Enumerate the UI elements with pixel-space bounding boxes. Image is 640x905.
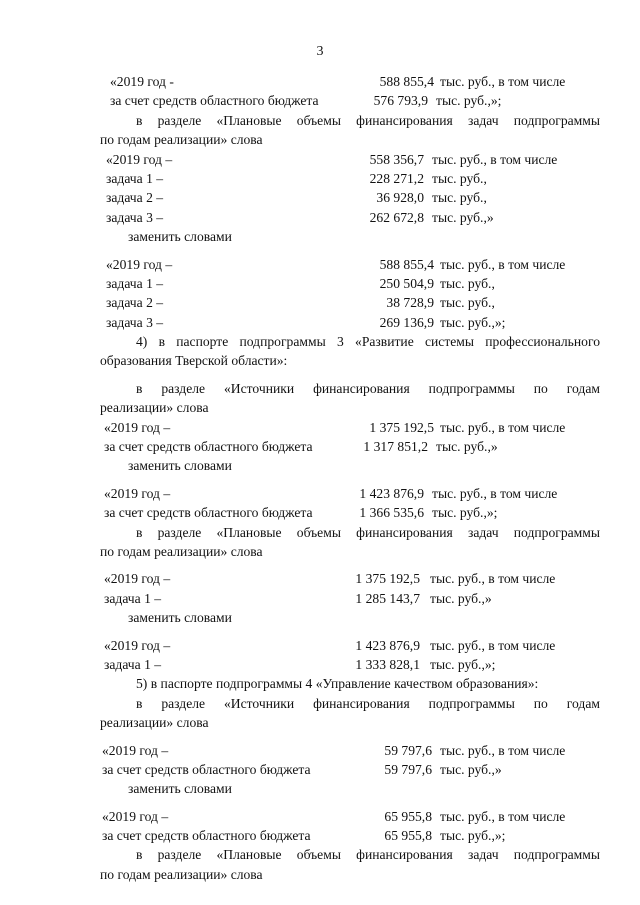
row-unit: тыс. руб.,»; bbox=[440, 314, 506, 330]
row-unit: тыс. руб., bbox=[440, 295, 495, 311]
row-unit: тыс. руб.,»; bbox=[430, 656, 496, 672]
paragraph-line: в разделе «Плановые объемы финансирования задач подпрограммы bbox=[136, 847, 600, 863]
paragraph-line: по годам реализации» слова bbox=[100, 132, 263, 148]
amount-row bbox=[100, 484, 600, 503]
row-label: задача 1 – bbox=[104, 656, 162, 672]
row-label: задача 3 – bbox=[106, 314, 164, 330]
row-amount: 1 375 192,5 bbox=[369, 419, 434, 435]
page-number: 3 bbox=[316, 44, 324, 59]
paragraph-line: в разделе «Источники финансирования подпрограммы по годам bbox=[136, 380, 600, 396]
paragraph-line: в разделе «Плановые объемы финансирования задач подпрограммы bbox=[136, 524, 600, 540]
amount-row bbox=[100, 569, 600, 588]
amount-row bbox=[100, 91, 600, 110]
row-unit: тыс. руб., bbox=[432, 170, 487, 186]
row-unit: тыс. руб.,»; bbox=[436, 93, 502, 109]
row-label: «2019 год – bbox=[106, 256, 173, 272]
row-label: задача 3 – bbox=[106, 209, 164, 225]
row-label: «2019 год - bbox=[110, 74, 174, 89]
amount-row bbox=[100, 293, 600, 312]
amount-row bbox=[100, 418, 600, 437]
amount-row bbox=[100, 636, 600, 655]
row-amount: 576 793,9 bbox=[373, 93, 428, 109]
amount-row bbox=[100, 150, 600, 169]
replace-text: заменить словами bbox=[128, 781, 232, 797]
replace-phrase bbox=[100, 227, 600, 246]
row-amount: 1 375 192,5 bbox=[355, 571, 420, 587]
row-amount: 1 366 535,6 bbox=[359, 505, 424, 521]
row-label: задача 2 – bbox=[106, 295, 164, 311]
amount-row bbox=[100, 760, 600, 779]
row-unit: тыс. руб., в том числе bbox=[430, 571, 556, 587]
row-label: «2019 год – bbox=[104, 571, 171, 587]
row-amount: 1 423 876,9 bbox=[355, 637, 420, 653]
row-amount: 588 855,4 bbox=[379, 74, 434, 89]
row-amount: 1 317 851,2 bbox=[363, 439, 428, 455]
amount-row bbox=[100, 274, 600, 293]
row-label: задача 1 – bbox=[106, 275, 164, 291]
row-label: задача 1 – bbox=[106, 170, 164, 186]
row-unit: тыс. руб., в том числе bbox=[440, 742, 566, 758]
row-amount: 269 136,9 bbox=[379, 314, 434, 330]
row-label: за счет средств областного бюджета bbox=[104, 505, 313, 521]
row-label: за счет средств областного бюджета bbox=[110, 93, 319, 109]
row-amount: 228 271,2 bbox=[369, 170, 424, 186]
row-unit: тыс. руб., bbox=[432, 190, 487, 206]
row-amount: 38 728,9 bbox=[386, 295, 434, 311]
row-unit: тыс. руб.,» bbox=[432, 209, 494, 225]
amount-row bbox=[100, 255, 600, 274]
row-unit: тыс. руб., в том числе bbox=[440, 256, 566, 272]
row-amount: 1 285 143,7 bbox=[355, 590, 420, 606]
row-label: «2019 год – bbox=[104, 637, 171, 653]
row-amount: 65 955,8 bbox=[384, 808, 432, 824]
row-label: за счет средств областного бюджета bbox=[102, 828, 311, 844]
paragraph-line: в разделе «Источники финансирования подпрограммы по годам bbox=[136, 695, 600, 711]
amount-row bbox=[100, 655, 600, 674]
row-unit: тыс. руб., в том числе bbox=[440, 74, 566, 89]
document-body bbox=[100, 72, 600, 884]
paragraph-line: в разделе «Плановые объемы финансирования задач подпрограммы bbox=[136, 112, 600, 128]
row-unit: тыс. руб.,» bbox=[436, 439, 498, 455]
row-unit: тыс. руб.,»; bbox=[440, 828, 506, 844]
row-unit: тыс. руб., в том числе bbox=[430, 637, 556, 653]
row-label: задача 2 – bbox=[106, 190, 164, 206]
amount-row bbox=[100, 741, 600, 760]
row-unit: тыс. руб., bbox=[440, 275, 495, 291]
row-amount: 588 855,4 bbox=[379, 256, 434, 272]
row-unit: тыс. руб., в том числе bbox=[440, 419, 566, 435]
paragraph-line: по годам реализации» слова bbox=[100, 866, 263, 882]
row-unit: тыс. руб., в том числе bbox=[440, 808, 566, 824]
row-unit: тыс. руб.,» bbox=[430, 590, 492, 606]
replace-text: заменить словами bbox=[128, 610, 232, 626]
row-label: «2019 год – bbox=[102, 742, 169, 758]
amount-row bbox=[100, 208, 600, 227]
row-label: за счет средств областного бюджета bbox=[104, 439, 313, 455]
row-amount: 65 955,8 bbox=[384, 828, 432, 844]
row-label: задача 1 – bbox=[104, 590, 162, 606]
row-amount: 59 797,6 bbox=[384, 761, 432, 777]
amount-row bbox=[100, 72, 600, 91]
replace-phrase bbox=[100, 456, 600, 475]
amount-row bbox=[100, 503, 600, 522]
row-label: «2019 год – bbox=[104, 485, 171, 501]
row-amount: 262 672,8 bbox=[369, 209, 424, 225]
row-amount: 59 797,6 bbox=[384, 742, 432, 758]
row-label: «2019 год – bbox=[106, 151, 173, 167]
amount-row bbox=[100, 589, 600, 608]
replace-phrase bbox=[100, 779, 600, 798]
amount-row bbox=[100, 188, 600, 207]
row-label: «2019 год – bbox=[102, 808, 169, 824]
replace-text: заменить словами bbox=[128, 229, 232, 245]
replace-phrase bbox=[100, 608, 600, 627]
row-amount: 558 356,7 bbox=[369, 151, 424, 167]
row-amount: 250 504,9 bbox=[379, 275, 434, 291]
row-amount: 1 333 828,1 bbox=[355, 656, 420, 672]
row-unit: тыс. руб.,» bbox=[440, 761, 502, 777]
amount-row bbox=[100, 313, 600, 332]
row-label: за счет средств областного бюджета bbox=[102, 761, 311, 777]
amount-row bbox=[100, 169, 600, 188]
paragraph-line: 4) в паспорте подпрограммы 3 «Развитие системы профессионального bbox=[136, 334, 600, 350]
paragraph-line: по годам реализации» слова bbox=[100, 543, 263, 559]
row-amount: 36 928,0 bbox=[376, 190, 424, 206]
row-amount: 1 423 876,9 bbox=[359, 485, 424, 501]
amount-row bbox=[100, 437, 600, 456]
amount-row bbox=[100, 826, 600, 845]
replace-text: заменить словами bbox=[128, 458, 232, 474]
paragraph-line: образования Тверской области»: bbox=[100, 353, 288, 369]
row-label: «2019 год – bbox=[104, 419, 171, 435]
amount-row bbox=[100, 807, 600, 826]
paragraph-line: 5) в паспорте подпрограммы 4 «Управление качеством образования»: bbox=[136, 676, 539, 692]
paragraph-line: реализации» слова bbox=[100, 400, 209, 416]
row-unit: тыс. руб.,»; bbox=[432, 505, 498, 521]
row-unit: тыс. руб., в том числе bbox=[432, 151, 558, 167]
row-unit: тыс. руб., в том числе bbox=[432, 485, 558, 501]
paragraph-line: реализации» слова bbox=[100, 715, 209, 731]
